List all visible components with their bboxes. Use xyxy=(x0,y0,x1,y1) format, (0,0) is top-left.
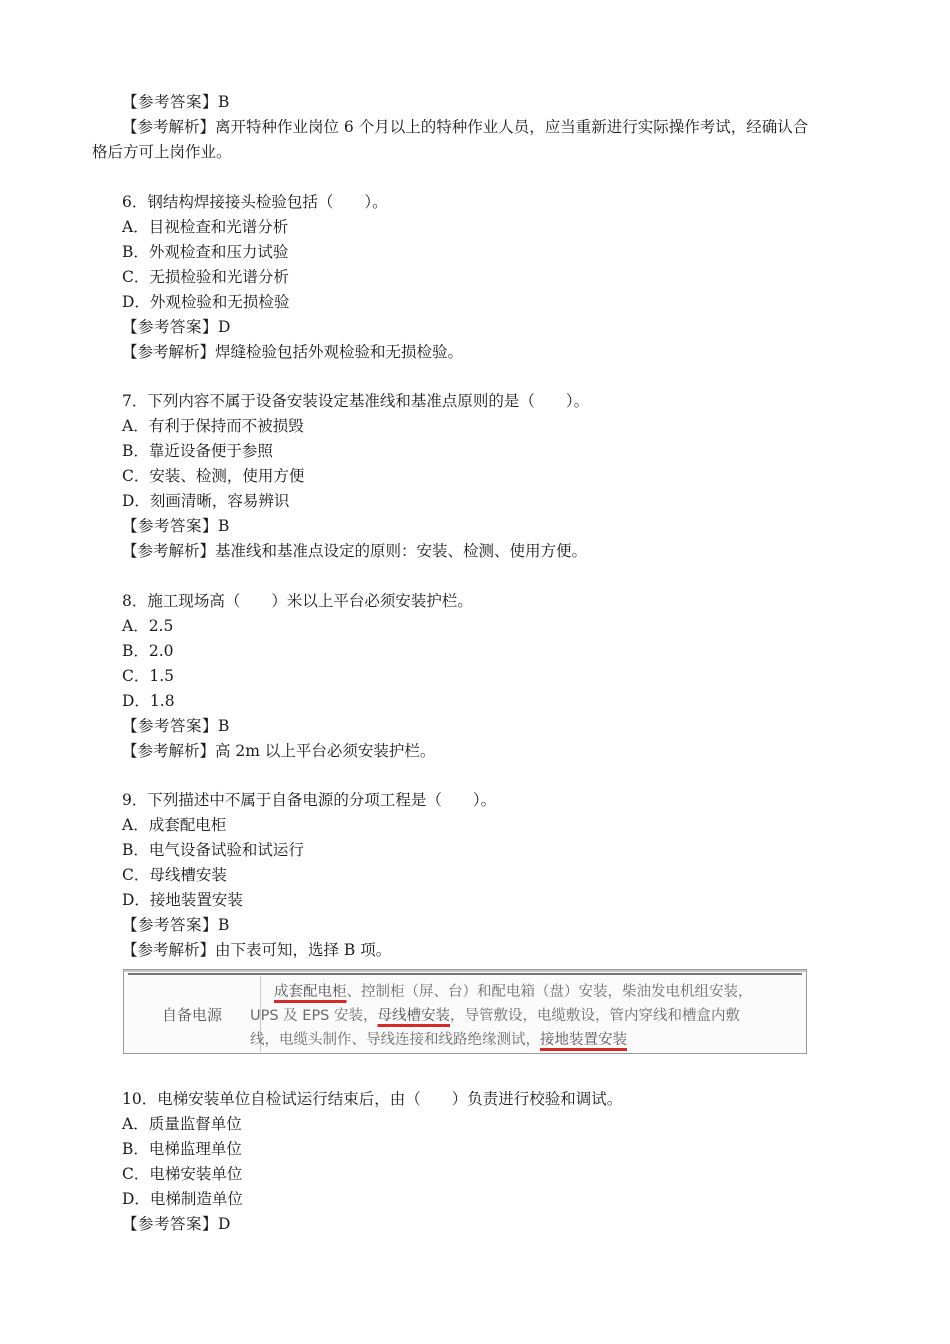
q10-option-a: A．质量监督单位 xyxy=(122,1115,242,1133)
q5-analysis-line2: 格后方可上岗作业。 xyxy=(92,143,232,161)
q6-option-a: A．目视检查和光谱分析 xyxy=(122,218,289,236)
q7-option-d: D．刻画清晰，容易辨识 xyxy=(122,492,290,510)
q7-analysis: 【参考解析】基准线和基准点设定的原则：安装、检测、使用方便。 xyxy=(122,542,588,560)
q8-analysis: 【参考解析】高 2m 以上平台必须安装护栏。 xyxy=(122,742,436,760)
q6-answer: 【参考答案】D xyxy=(122,318,231,336)
q8-option-c: C．1.5 xyxy=(122,667,175,685)
q8-answer: 【参考答案】B xyxy=(122,717,230,735)
q10-answer: 【参考答案】D xyxy=(122,1215,231,1233)
table-line-1: 成套配电柜、控制柜（屏、台）和配电箱（盘）安装，柴油发电机组安装， xyxy=(274,984,753,1000)
highlight-complete-switchgear: 成套配电柜 xyxy=(274,984,347,1000)
q9-answer: 【参考答案】B xyxy=(122,916,230,934)
q7-option-c: C．安装、检测，使用方便 xyxy=(122,467,305,485)
highlight-grounding: 接地装置安装 xyxy=(540,1032,627,1048)
subitem-table-image xyxy=(123,969,807,1054)
q9-option-d: D．接地装置安装 xyxy=(122,891,243,909)
table-category-cell: 自备电源 xyxy=(124,976,261,1052)
q7-option-b: B．靠近设备便于参照 xyxy=(122,442,273,460)
q6-option-c: C．无损检验和光谱分析 xyxy=(122,268,289,286)
q10-option-d: D．电梯制造单位 xyxy=(122,1190,243,1208)
q6-option-d: D．外观检验和无损检验 xyxy=(122,293,290,311)
table-top-rule xyxy=(128,973,802,975)
q7-stem: 7．下列内容不属于设备安装设定基准线和基准点原则的是（ ）。 xyxy=(122,392,590,410)
q8-option-a: A．2.5 xyxy=(122,617,174,635)
q10-option-c: C．电梯安装单位 xyxy=(122,1165,243,1183)
q6-option-b: B．外观检查和压力试验 xyxy=(122,243,289,261)
table-line-3: 线，电缆头制作、导线连接和线路绝缘测试，接地装置安装 xyxy=(250,1032,627,1048)
q9-analysis: 【参考解析】由下表可知，选择 B 项。 xyxy=(122,941,392,959)
q9-option-b: B．电气设备试验和试运行 xyxy=(122,841,304,859)
q7-answer: 【参考答案】B xyxy=(122,517,230,535)
q9-option-c: C．母线槽安装 xyxy=(122,866,227,884)
q10-stem: 10．电梯安装单位自检试运行结束后，由（ ）负责进行校验和调试。 xyxy=(122,1090,623,1108)
q6-analysis: 【参考解析】焊缝检验包括外观检验和无损检验。 xyxy=(122,343,464,361)
table-content-cell xyxy=(250,978,806,1056)
q9-stem: 9．下列描述中不属于自备电源的分项工程是（ ）。 xyxy=(122,791,497,809)
q5-answer: 【参考答案】B xyxy=(122,93,230,111)
highlight-busway: 母线槽安装 xyxy=(377,1008,450,1024)
q8-option-b: B．2.0 xyxy=(122,642,174,660)
q8-stem: 8．施工现场高（ ）米以上平台必须安装护栏。 xyxy=(122,592,473,610)
q9-option-a: A．成套配电柜 xyxy=(122,816,227,834)
q5-analysis-line1: 【参考解析】离开特种作业岗位 6 个月以上的特种作业人员，应当重新进行实际操作考试，经确认合 xyxy=(122,118,809,136)
q7-option-a: A．有利于保持而不被损毁 xyxy=(122,417,304,435)
q10-option-b: B．电梯监理单位 xyxy=(122,1140,242,1158)
q6-stem: 6．钢结构焊接接头检验包括（ ）。 xyxy=(122,193,388,211)
table-line-2: UPS 及 EPS 安装，母线槽安装，导管敷设，电缆敷设，管内穿线和槽盒内敷 xyxy=(250,1008,740,1024)
q8-option-d: D．1.8 xyxy=(122,692,175,710)
